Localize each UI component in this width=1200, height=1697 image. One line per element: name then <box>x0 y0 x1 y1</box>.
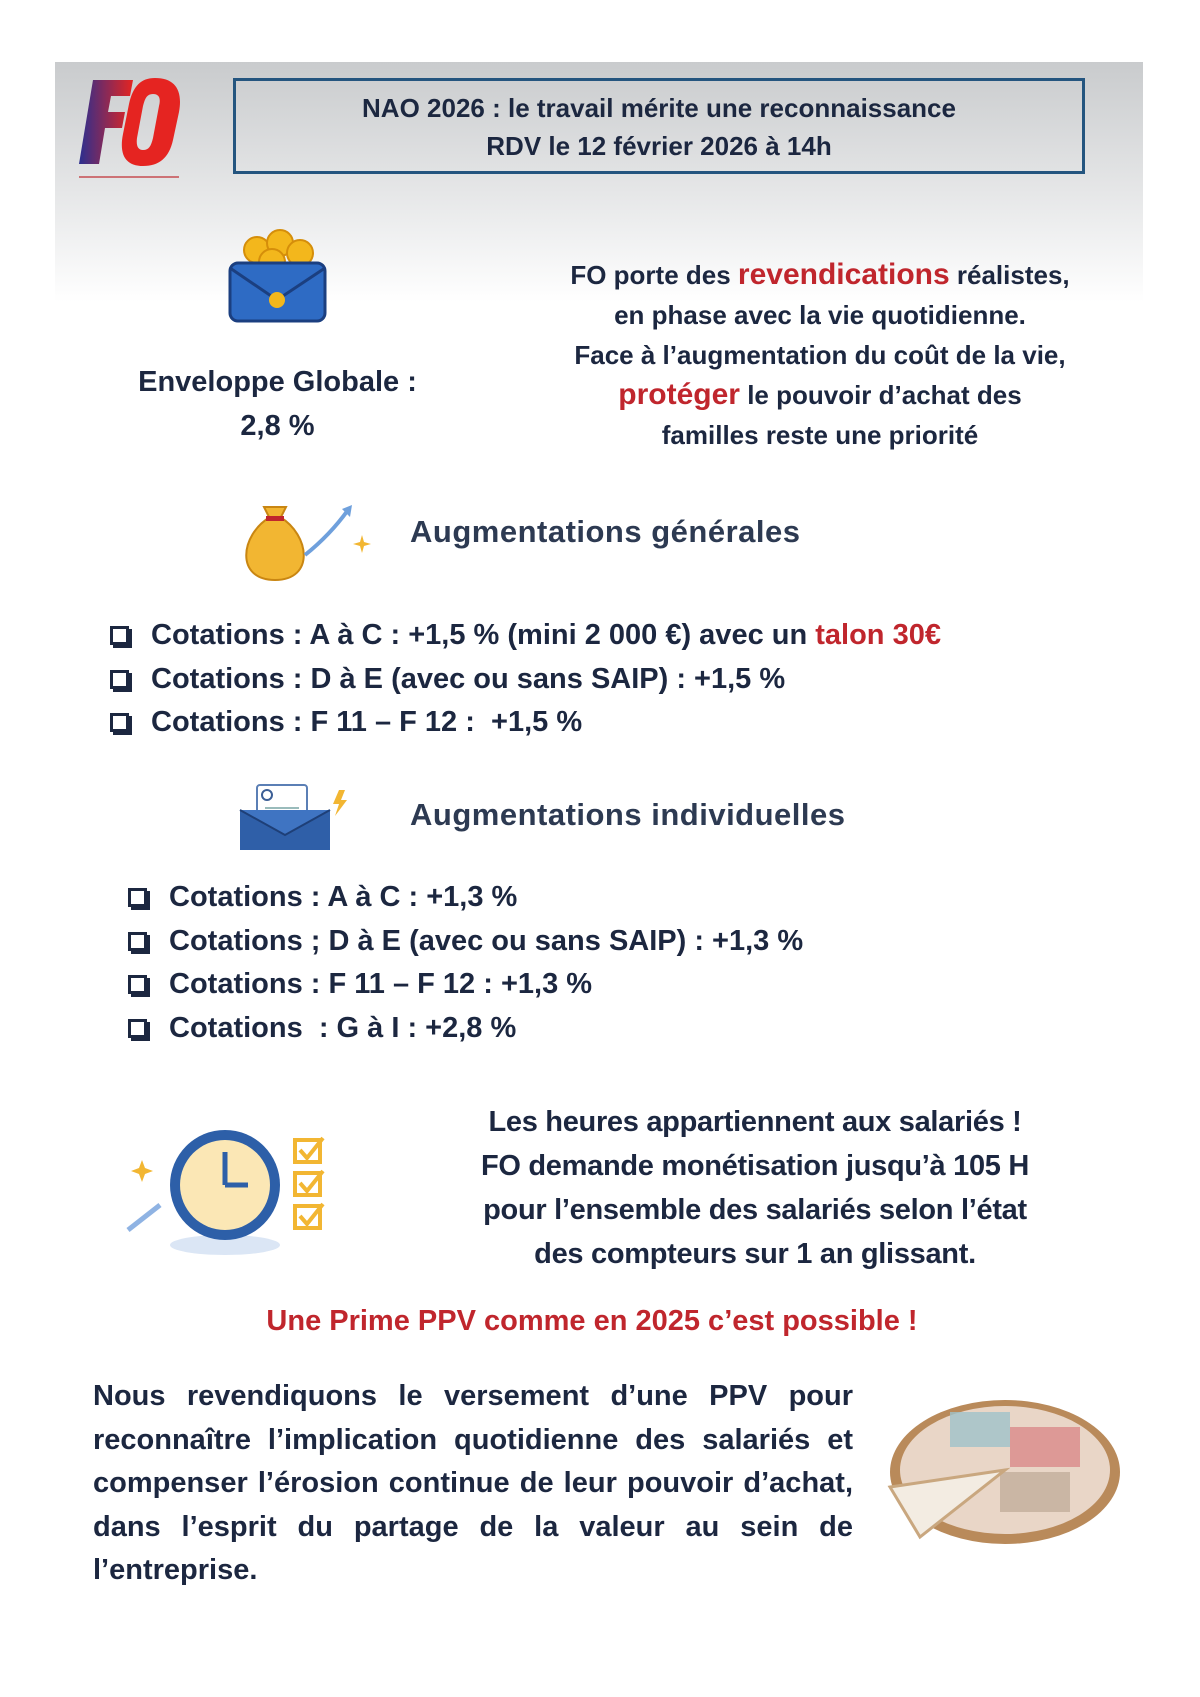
general-heading: Augmentations générales <box>410 514 801 549</box>
title-box <box>233 78 1085 174</box>
list-item <box>110 658 941 702</box>
list-item <box>128 963 803 1007</box>
checkbox-icon <box>110 713 129 732</box>
ppv-paragraph: Nous revendiquons le versement d’une PPV pour reconnaître l’implication quotidienne des salariés et compenser l’érosion continue de leur pouvoir d’achat, dans l’esprit du partage de la valeur au sein de l’entreprise. <box>93 1380 853 1586</box>
envelope-summary <box>90 360 465 448</box>
checkbox-icon <box>128 975 147 994</box>
individual-heading: Augmentations individuelles <box>410 797 846 832</box>
checkbox-icon <box>110 626 129 645</box>
hours-line: FO demande monétisation jusqu’à 105 H <box>480 1150 1030 1182</box>
intro-text: en phase avec la vie quotidienne. <box>614 300 1026 330</box>
list-item <box>128 876 803 920</box>
title-line-1: NAO 2026 : le travail mérite une reconnaissance <box>362 93 956 123</box>
hours-line: Les heures appartiennent aux salariés ! <box>488 1106 1022 1138</box>
intro-text: Face à l’augmentation du coût de la vie, <box>574 340 1066 370</box>
checkbox-icon <box>128 1019 147 1038</box>
clock-checklist-icon <box>120 1110 350 1265</box>
letter-envelope-icon <box>235 780 355 860</box>
list-item <box>110 701 941 745</box>
item-highlight: talon 30€ <box>815 619 941 651</box>
general-list <box>110 614 941 745</box>
envelope-label: Enveloppe Globale : <box>138 366 417 398</box>
intro-highlight: protéger <box>618 378 740 411</box>
checkbox-icon <box>128 888 147 907</box>
hours-line: des compteurs sur 1 an glissant. <box>534 1238 976 1270</box>
intro-text: réalistes, <box>949 260 1070 290</box>
item-text: Cotations ; D à E (avec ou sans SAIP) : +1,3 % <box>169 924 804 957</box>
envelope-value: 2,8 % <box>240 410 315 442</box>
hours-line: pour l’ensemble des salariés selon l’état <box>483 1194 1027 1226</box>
item-text: Cotations : F 11 – F 12 : +1,3 % <box>169 968 593 1000</box>
intro-text: familles reste une priorité <box>661 420 979 450</box>
checkbox-icon <box>128 932 147 951</box>
checkbox-icon <box>110 670 129 689</box>
money-bag-icon <box>230 495 380 590</box>
envelope-coins-icon <box>222 228 332 333</box>
item-text: Cotations : D à E (avec ou sans SAIP) : +1,5 % <box>151 662 786 695</box>
hours-paragraph <box>360 1100 1150 1276</box>
fo-stellantis-logo <box>75 72 185 187</box>
money-pie-image <box>880 1392 1125 1557</box>
intro-highlight: revendications <box>737 258 950 291</box>
intro-paragraph <box>495 255 1145 455</box>
list-item <box>110 614 941 658</box>
individual-list <box>128 876 803 1050</box>
list-item <box>128 1007 803 1051</box>
item-text: Cotations : G à I : +2,8 % <box>169 1011 517 1044</box>
title-line-2: RDV le 12 février 2026 à 14h <box>486 131 832 161</box>
item-text: Cotations : A à C : +1,5 % (mini 2 000 €) avec un <box>151 619 816 651</box>
list-item <box>128 920 803 964</box>
item-text: Cotations : F 11 – F 12 : +1,5 % <box>151 706 583 738</box>
intro-text: le pouvoir d’achat des <box>739 380 1022 410</box>
ppv-title: Une Prime PPV comme en 2025 c’est possible ! <box>266 1305 918 1337</box>
item-text: Cotations : A à C : +1,3 % <box>169 881 518 913</box>
intro-text: FO porte des <box>570 260 738 290</box>
